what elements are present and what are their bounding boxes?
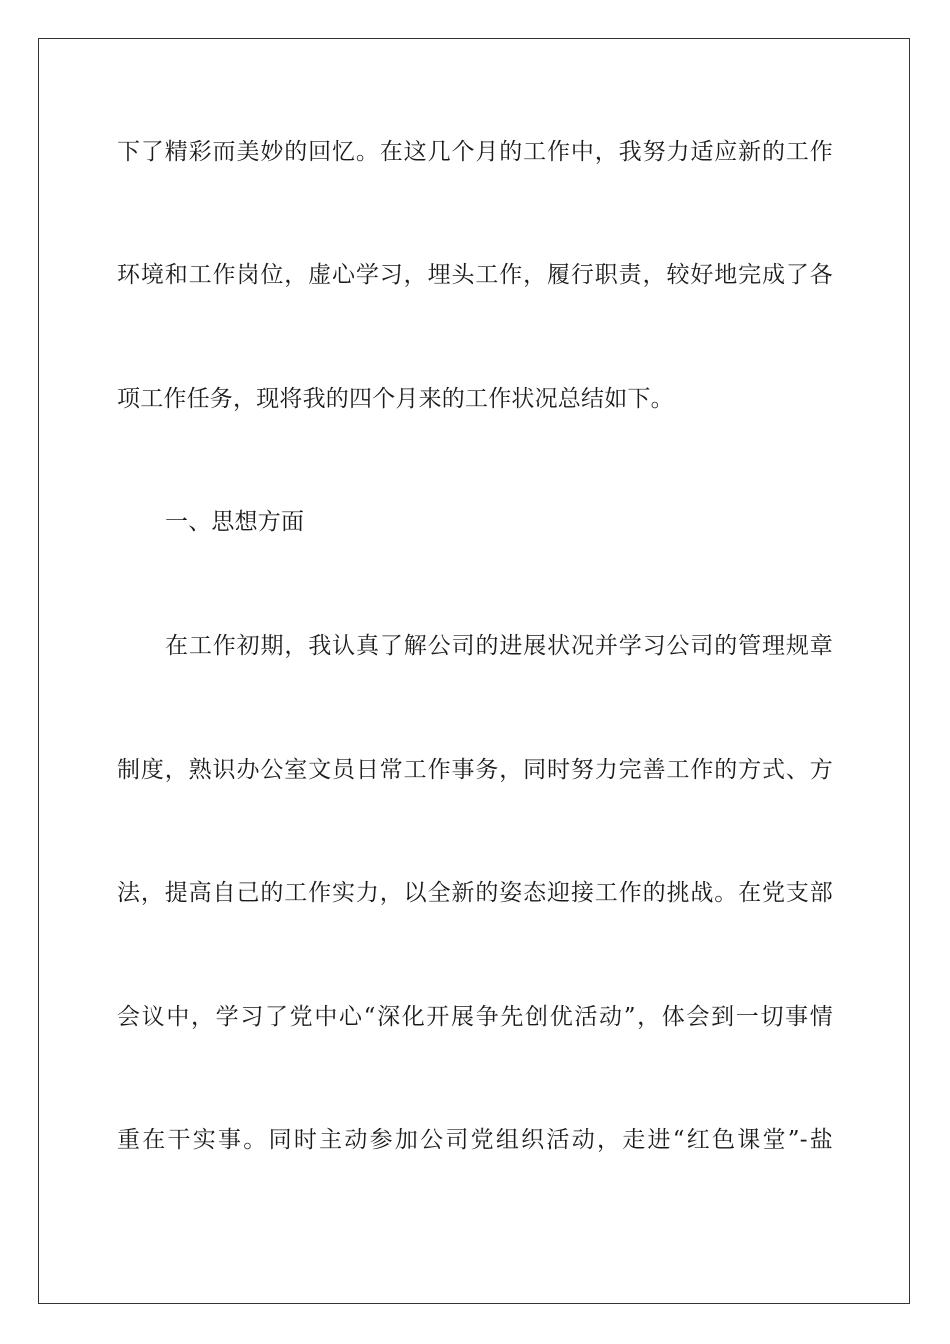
paragraph-line: 法，提高自己的工作实力，以全新的姿态迎接工作的挑战。在党支部 [117, 880, 833, 906]
paragraph-line: 制度，熟识办公室文员日常工作事务，同时努力完善工作的方式、方 [117, 757, 833, 783]
section-heading: 一、思想方面 [165, 509, 305, 535]
page-border [38, 38, 910, 1304]
paragraph-line: 项工作任务，现将我的四个月来的工作状况总结如下。 [117, 386, 674, 412]
paragraph-line: 会议中，学习了党中心“深化开展争先创优活动”，体会到一切事情 [117, 1004, 833, 1030]
paragraph-line: 在工作初期，我认真了解公司的进展状况并学习公司的管理规章 [165, 633, 833, 659]
paragraph-line: 下了精彩而美妙的回忆。在这几个月的工作中，我努力适应新的工作 [117, 139, 833, 165]
paragraph-line: 重在干实事。同时主动参加公司党组织活动，走进“红色课堂”-盐 [117, 1127, 833, 1153]
paragraph-line: 环境和工作岗位，虚心学习，埋头工作，履行职责，较好地完成了各 [117, 262, 833, 288]
